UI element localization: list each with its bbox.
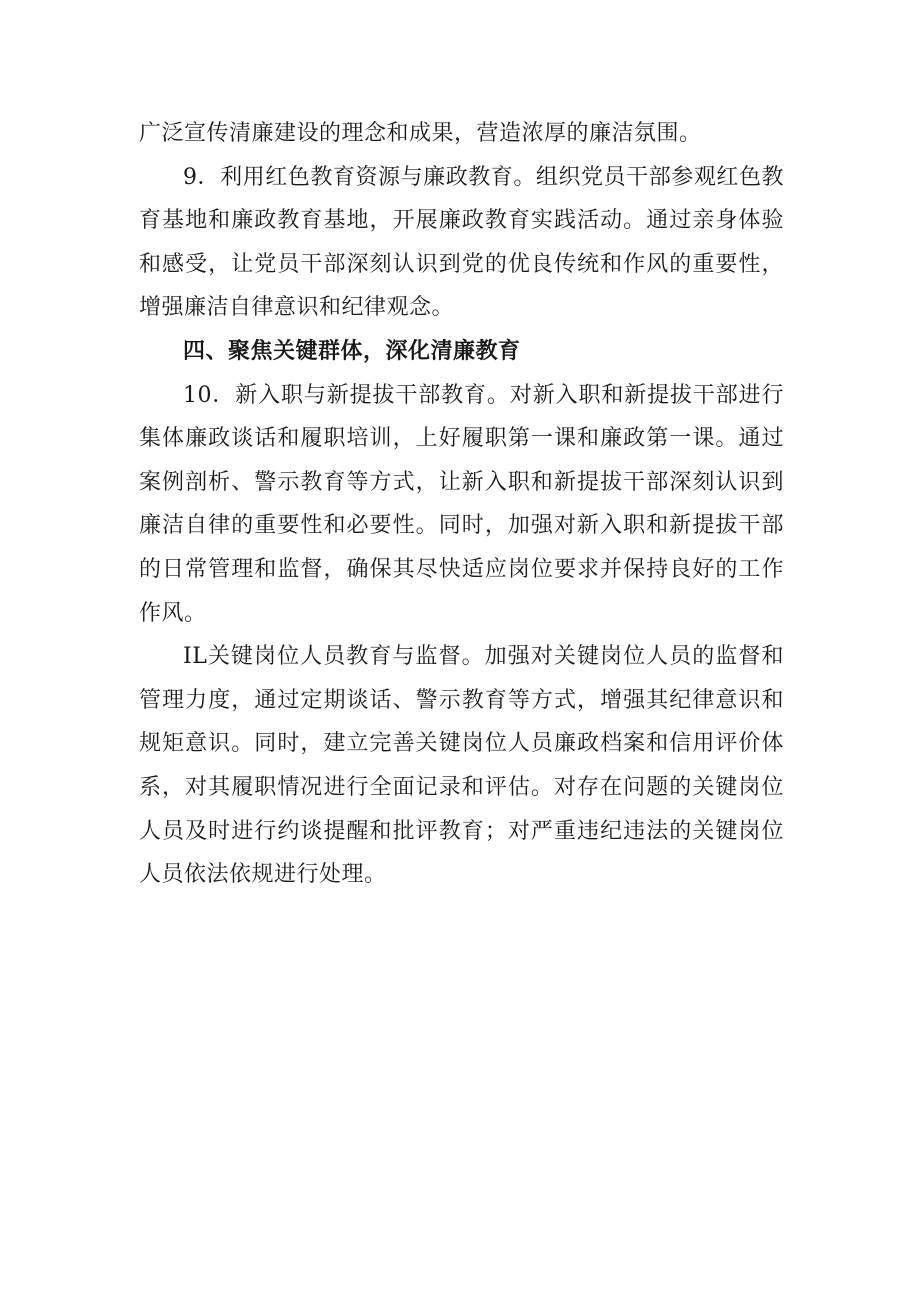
section-heading-4: 四、聚焦关键群体，深化清廉教育 — [183, 338, 521, 364]
paragraph-continuation: 广泛宣传清廉建设的理念和成果，营造浓厚的廉洁氛围。 — [139, 121, 702, 146]
paragraph-item-11: IL关键岗位人员教育与监督。加强对关键岗位人员的监督和管理力度，通过定期谈话、警示教育等方式，增强其纪律意识和规矩意识。同时，建立完善关键岗位人员廉政档案和信用评价体系，对其履职情况进行全面记录和评估。对存在问题的关键岗位人员及时进行约谈提醒和批评教育；对严重违纪违法的关键岗位人员依法依规进行处理。 — [139, 644, 784, 888]
paragraph-item-10: 10．新入职与新提拔干部教育。对新入职和新提拔干部进行集体廉政谈话和履职培训，上好履职第一课和廉政第一课。通过案例剖析、警示教育等方式，让新入职和新提拔干部深刻认识到廉洁自律的重要性和必要性。同时，加强对新入职和新提拔干部的日常管理和监督，确保其尽快适应岗位要求并保持良好的工作作风。 — [139, 382, 784, 626]
paragraph-item-9: 9．利用红色教育资源与廉政教育。组织党员干部参观红色教育基地和廉政教育基地，开展廉政教育实践活动。通过亲身体验和感受，让党员干部深刻认识到党的优良传统和作风的重要性，增强廉洁自律意识和纪律观念。 — [139, 164, 784, 321]
document-page — [139, 112, 784, 897]
